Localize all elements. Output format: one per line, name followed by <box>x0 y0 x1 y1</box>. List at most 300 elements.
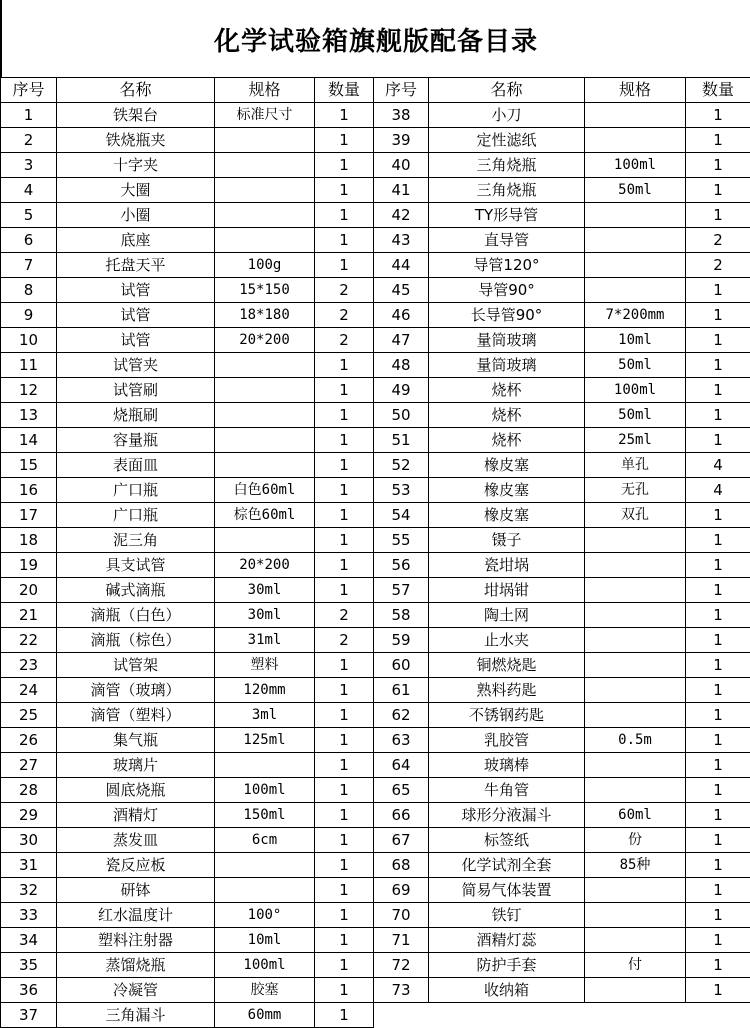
item-number: 23 <box>1 653 57 678</box>
item-name: 泥三角 <box>57 528 215 553</box>
item-quantity: 1 <box>686 153 750 178</box>
item-name: 简易气体装置 <box>429 878 585 903</box>
item-spec: 150ml <box>215 803 315 828</box>
item-number: 13 <box>1 403 57 428</box>
item-quantity: 1 <box>315 228 374 253</box>
item-name: 三角烧瓶 <box>429 178 585 203</box>
table-row <box>374 328 750 353</box>
item-quantity: 1 <box>315 978 374 1003</box>
item-number: 17 <box>1 503 57 528</box>
item-spec <box>585 678 686 703</box>
item-quantity: 1 <box>315 178 374 203</box>
item-number: 64 <box>374 753 429 778</box>
item-name: 导管120° <box>429 253 585 278</box>
item-number: 20 <box>1 578 57 603</box>
header-name: 名称 <box>57 78 215 103</box>
item-quantity: 1 <box>686 553 750 578</box>
table-row <box>374 378 750 403</box>
item-quantity: 1 <box>686 603 750 628</box>
item-quantity: 1 <box>686 203 750 228</box>
item-quantity: 1 <box>686 128 750 153</box>
item-spec: 100° <box>215 903 315 928</box>
item-spec: 100ml <box>215 953 315 978</box>
item-number: 60 <box>374 653 429 678</box>
item-quantity: 1 <box>315 528 374 553</box>
item-spec: 100ml <box>585 378 686 403</box>
item-spec <box>585 928 686 953</box>
table-row <box>374 228 750 253</box>
table-row <box>374 653 750 678</box>
item-name: 试管 <box>57 303 215 328</box>
item-spec <box>585 553 686 578</box>
item-quantity: 1 <box>315 678 374 703</box>
item-spec <box>215 178 315 203</box>
item-spec <box>215 228 315 253</box>
header-name: 名称 <box>429 78 585 103</box>
item-quantity: 1 <box>686 678 750 703</box>
item-quantity: 1 <box>315 953 374 978</box>
table-row <box>1 578 374 603</box>
item-spec: 0.5m <box>585 728 686 753</box>
item-quantity: 1 <box>315 928 374 953</box>
item-quantity: 1 <box>686 528 750 553</box>
item-name: 集气瓶 <box>57 728 215 753</box>
item-quantity: 2 <box>686 253 750 278</box>
item-name: 玻璃棒 <box>429 753 585 778</box>
item-spec: 7*200mm <box>585 303 686 328</box>
item-spec: 100ml <box>585 153 686 178</box>
item-number: 18 <box>1 528 57 553</box>
item-number: 31 <box>1 853 57 878</box>
item-number: 38 <box>374 103 429 128</box>
item-spec: 双孔 <box>585 503 686 528</box>
table-row <box>1 228 374 253</box>
item-name: 三角烧瓶 <box>429 153 585 178</box>
table-row <box>1 378 374 403</box>
item-number: 19 <box>1 553 57 578</box>
header-row <box>374 78 750 103</box>
item-spec <box>215 878 315 903</box>
item-number: 42 <box>374 203 429 228</box>
item-name: 碱式滴瓶 <box>57 578 215 603</box>
item-number: 71 <box>374 928 429 953</box>
table-row <box>374 353 750 378</box>
item-number: 2 <box>1 128 57 153</box>
item-spec <box>585 903 686 928</box>
table-row <box>1 328 374 353</box>
header-row <box>1 78 374 103</box>
item-name: 表面皿 <box>57 453 215 478</box>
item-number: 51 <box>374 428 429 453</box>
item-number: 49 <box>374 378 429 403</box>
item-number: 9 <box>1 303 57 328</box>
item-number: 22 <box>1 628 57 653</box>
item-spec: 20*200 <box>215 553 315 578</box>
item-name: 铜燃烧匙 <box>429 653 585 678</box>
header-qty: 数量 <box>686 78 750 103</box>
item-spec <box>215 203 315 228</box>
table-row <box>1 628 374 653</box>
item-number: 59 <box>374 628 429 653</box>
item-number: 72 <box>374 953 429 978</box>
item-spec <box>585 253 686 278</box>
item-spec <box>215 403 315 428</box>
item-name: 容量瓶 <box>57 428 215 453</box>
table-row <box>1 678 374 703</box>
item-name: 铁烧瓶夹 <box>57 128 215 153</box>
item-number: 29 <box>1 803 57 828</box>
header-no: 序号 <box>374 78 429 103</box>
item-quantity: 1 <box>315 653 374 678</box>
item-number: 11 <box>1 353 57 378</box>
item-quantity: 1 <box>686 578 750 603</box>
table-row <box>374 753 750 778</box>
item-name: TY形导管 <box>429 203 585 228</box>
table-row <box>1 753 374 778</box>
item-name: 坩埚钳 <box>429 578 585 603</box>
table-row <box>374 953 750 978</box>
item-spec <box>215 153 315 178</box>
item-quantity: 1 <box>315 403 374 428</box>
item-quantity: 2 <box>315 628 374 653</box>
item-name: 烧杯 <box>429 378 585 403</box>
item-number: 67 <box>374 828 429 853</box>
table-row <box>374 103 750 128</box>
item-quantity: 1 <box>315 153 374 178</box>
item-number: 25 <box>1 703 57 728</box>
item-name: 酒精灯 <box>57 803 215 828</box>
item-number: 61 <box>374 678 429 703</box>
item-quantity: 1 <box>686 103 750 128</box>
item-spec: 30ml <box>215 578 315 603</box>
item-number: 63 <box>374 728 429 753</box>
item-number: 30 <box>1 828 57 853</box>
item-name: 酒精灯蕊 <box>429 928 585 953</box>
item-name: 红水温度计 <box>57 903 215 928</box>
item-number: 66 <box>374 803 429 828</box>
table-row <box>374 703 750 728</box>
item-spec: 胶塞 <box>215 978 315 1003</box>
item-number: 43 <box>374 228 429 253</box>
item-name: 化学试剂全套 <box>429 853 585 878</box>
item-spec <box>585 628 686 653</box>
item-number: 68 <box>374 853 429 878</box>
item-name: 防护手套 <box>429 953 585 978</box>
item-name: 直导管 <box>429 228 585 253</box>
item-number: 27 <box>1 753 57 778</box>
table-row <box>1 453 374 478</box>
item-quantity: 1 <box>315 453 374 478</box>
item-name: 导管90° <box>429 278 585 303</box>
item-quantity: 1 <box>315 253 374 278</box>
table-row <box>1 828 374 853</box>
item-name: 试管刷 <box>57 378 215 403</box>
item-number: 46 <box>374 303 429 328</box>
item-quantity: 1 <box>686 778 750 803</box>
item-name: 广口瓶 <box>57 478 215 503</box>
item-spec: 白色60ml <box>215 478 315 503</box>
item-name: 试管 <box>57 278 215 303</box>
item-quantity: 1 <box>315 578 374 603</box>
table-row <box>374 528 750 553</box>
item-quantity: 1 <box>686 428 750 453</box>
table-row <box>1 278 374 303</box>
item-spec: 3ml <box>215 703 315 728</box>
item-spec <box>215 128 315 153</box>
table-row <box>374 553 750 578</box>
table-row <box>1 653 374 678</box>
item-number: 8 <box>1 278 57 303</box>
item-number: 69 <box>374 878 429 903</box>
table-row <box>374 578 750 603</box>
table-row <box>374 253 750 278</box>
item-number: 56 <box>374 553 429 578</box>
item-spec: 50ml <box>585 403 686 428</box>
item-quantity: 1 <box>686 978 750 1003</box>
item-quantity: 1 <box>686 378 750 403</box>
item-number: 65 <box>374 778 429 803</box>
item-number: 45 <box>374 278 429 303</box>
left-table <box>0 77 374 1028</box>
table-row <box>1 478 374 503</box>
item-spec <box>585 103 686 128</box>
item-number: 73 <box>374 978 429 1003</box>
item-spec: 120mm <box>215 678 315 703</box>
item-quantity: 1 <box>686 503 750 528</box>
item-number: 39 <box>374 128 429 153</box>
item-spec: 10ml <box>585 328 686 353</box>
table-row <box>1 978 374 1003</box>
item-name: 研钵 <box>57 878 215 903</box>
item-quantity: 1 <box>315 853 374 878</box>
item-name: 瓷坩埚 <box>429 553 585 578</box>
item-number: 47 <box>374 328 429 353</box>
item-spec: 100g <box>215 253 315 278</box>
item-quantity: 1 <box>315 353 374 378</box>
item-number: 54 <box>374 503 429 528</box>
item-spec: 棕色60ml <box>215 503 315 528</box>
table-row <box>1 953 374 978</box>
item-quantity: 1 <box>686 178 750 203</box>
item-name: 十字夹 <box>57 153 215 178</box>
item-quantity: 1 <box>686 303 750 328</box>
item-name: 烧杯 <box>429 403 585 428</box>
item-spec: 60ml <box>585 803 686 828</box>
item-spec: 标准尺寸 <box>215 103 315 128</box>
item-quantity: 1 <box>315 128 374 153</box>
table-row <box>1 128 374 153</box>
item-quantity: 1 <box>686 903 750 928</box>
item-name: 玻璃片 <box>57 753 215 778</box>
item-number: 3 <box>1 153 57 178</box>
item-spec: 20*200 <box>215 328 315 353</box>
item-name: 小刀 <box>429 103 585 128</box>
table-row <box>374 153 750 178</box>
header-no: 序号 <box>1 78 57 103</box>
item-quantity: 1 <box>686 703 750 728</box>
table-row <box>374 803 750 828</box>
item-number: 53 <box>374 478 429 503</box>
table-row <box>1 353 374 378</box>
item-name: 冷凝管 <box>57 978 215 1003</box>
item-quantity: 1 <box>686 653 750 678</box>
item-spec: 塑料 <box>215 653 315 678</box>
item-quantity: 1 <box>686 728 750 753</box>
item-spec <box>215 353 315 378</box>
item-spec <box>585 603 686 628</box>
item-spec: 85种 <box>585 853 686 878</box>
item-number: 57 <box>374 578 429 603</box>
table-row <box>374 503 750 528</box>
item-name: 标签纸 <box>429 828 585 853</box>
item-spec: 100ml <box>215 778 315 803</box>
item-name: 试管夹 <box>57 353 215 378</box>
item-name: 大圈 <box>57 178 215 203</box>
item-quantity: 1 <box>686 328 750 353</box>
item-quantity: 1 <box>315 428 374 453</box>
item-name: 橡皮塞 <box>429 453 585 478</box>
item-name: 不锈钢药匙 <box>429 703 585 728</box>
item-number: 50 <box>374 403 429 428</box>
item-name: 熟料药匙 <box>429 678 585 703</box>
item-spec: 15*150 <box>215 278 315 303</box>
table-row <box>374 278 750 303</box>
item-name: 陶土网 <box>429 603 585 628</box>
item-spec: 份 <box>585 828 686 853</box>
table-row <box>374 778 750 803</box>
item-name: 牛角管 <box>429 778 585 803</box>
table-row <box>374 603 750 628</box>
item-spec <box>585 978 686 1003</box>
item-name: 烧杯 <box>429 428 585 453</box>
item-quantity: 1 <box>315 203 374 228</box>
item-quantity: 4 <box>686 478 750 503</box>
item-quantity: 1 <box>686 853 750 878</box>
table-row <box>1 903 374 928</box>
item-number: 16 <box>1 478 57 503</box>
item-spec <box>585 878 686 903</box>
item-quantity: 1 <box>315 478 374 503</box>
item-name: 蒸发皿 <box>57 828 215 853</box>
item-name: 定性滤纸 <box>429 128 585 153</box>
item-name: 铁钉 <box>429 903 585 928</box>
item-number: 41 <box>374 178 429 203</box>
item-name: 三角漏斗 <box>57 1003 215 1028</box>
item-spec <box>585 753 686 778</box>
table-row <box>1 153 374 178</box>
item-number: 28 <box>1 778 57 803</box>
table-row <box>1 403 374 428</box>
item-spec <box>215 378 315 403</box>
item-quantity: 1 <box>686 403 750 428</box>
item-number: 10 <box>1 328 57 353</box>
item-quantity: 2 <box>315 603 374 628</box>
item-quantity: 2 <box>315 328 374 353</box>
item-quantity: 1 <box>315 703 374 728</box>
item-quantity: 1 <box>315 878 374 903</box>
table-row <box>374 878 750 903</box>
table-row <box>374 303 750 328</box>
item-spec: 31ml <box>215 628 315 653</box>
item-number: 14 <box>1 428 57 453</box>
table-row <box>374 903 750 928</box>
item-number: 36 <box>1 978 57 1003</box>
item-quantity: 1 <box>686 928 750 953</box>
item-spec <box>585 528 686 553</box>
table-row <box>1 928 374 953</box>
item-quantity: 1 <box>315 378 374 403</box>
table-row <box>374 128 750 153</box>
item-spec <box>585 778 686 803</box>
table-row <box>374 428 750 453</box>
item-name: 试管 <box>57 328 215 353</box>
item-spec <box>585 278 686 303</box>
table-row <box>1 503 374 528</box>
table-row <box>374 928 750 953</box>
table-row <box>374 453 750 478</box>
item-spec <box>585 203 686 228</box>
table-row <box>1 428 374 453</box>
item-number: 35 <box>1 953 57 978</box>
table-row <box>374 628 750 653</box>
item-name: 滴管（玻璃） <box>57 678 215 703</box>
item-quantity: 1 <box>315 503 374 528</box>
table-row <box>374 828 750 853</box>
item-spec: 50ml <box>585 178 686 203</box>
item-name: 量筒玻璃 <box>429 353 585 378</box>
item-number: 58 <box>374 603 429 628</box>
item-name: 球形分液漏斗 <box>429 803 585 828</box>
page-title: 化学试验箱旗舰版配备目录 <box>0 0 750 77</box>
item-number: 6 <box>1 228 57 253</box>
table-row <box>1 203 374 228</box>
item-name: 量筒玻璃 <box>429 328 585 353</box>
table-row <box>1 803 374 828</box>
table-row <box>374 678 750 703</box>
item-number: 7 <box>1 253 57 278</box>
header-spec: 规格 <box>585 78 686 103</box>
item-name: 广口瓶 <box>57 503 215 528</box>
item-name: 烧瓶刷 <box>57 403 215 428</box>
item-spec: 50ml <box>585 353 686 378</box>
item-number: 33 <box>1 903 57 928</box>
item-number: 24 <box>1 678 57 703</box>
item-number: 52 <box>374 453 429 478</box>
item-spec: 单孔 <box>585 453 686 478</box>
table-row <box>1 853 374 878</box>
item-spec <box>215 853 315 878</box>
item-quantity: 1 <box>686 828 750 853</box>
item-name: 滴瓶（白色） <box>57 603 215 628</box>
item-number: 12 <box>1 378 57 403</box>
item-number: 55 <box>374 528 429 553</box>
item-quantity: 1 <box>315 828 374 853</box>
item-spec <box>215 453 315 478</box>
table-row <box>1 878 374 903</box>
item-spec: 付 <box>585 953 686 978</box>
item-spec <box>215 753 315 778</box>
table-row <box>1 1003 374 1028</box>
item-spec: 125ml <box>215 728 315 753</box>
item-name: 乳胶管 <box>429 728 585 753</box>
item-name: 蒸馏烧瓶 <box>57 953 215 978</box>
table-row <box>1 178 374 203</box>
item-quantity: 4 <box>686 453 750 478</box>
item-spec: 10ml <box>215 928 315 953</box>
table-row <box>374 178 750 203</box>
item-number: 32 <box>1 878 57 903</box>
table-row <box>374 478 750 503</box>
